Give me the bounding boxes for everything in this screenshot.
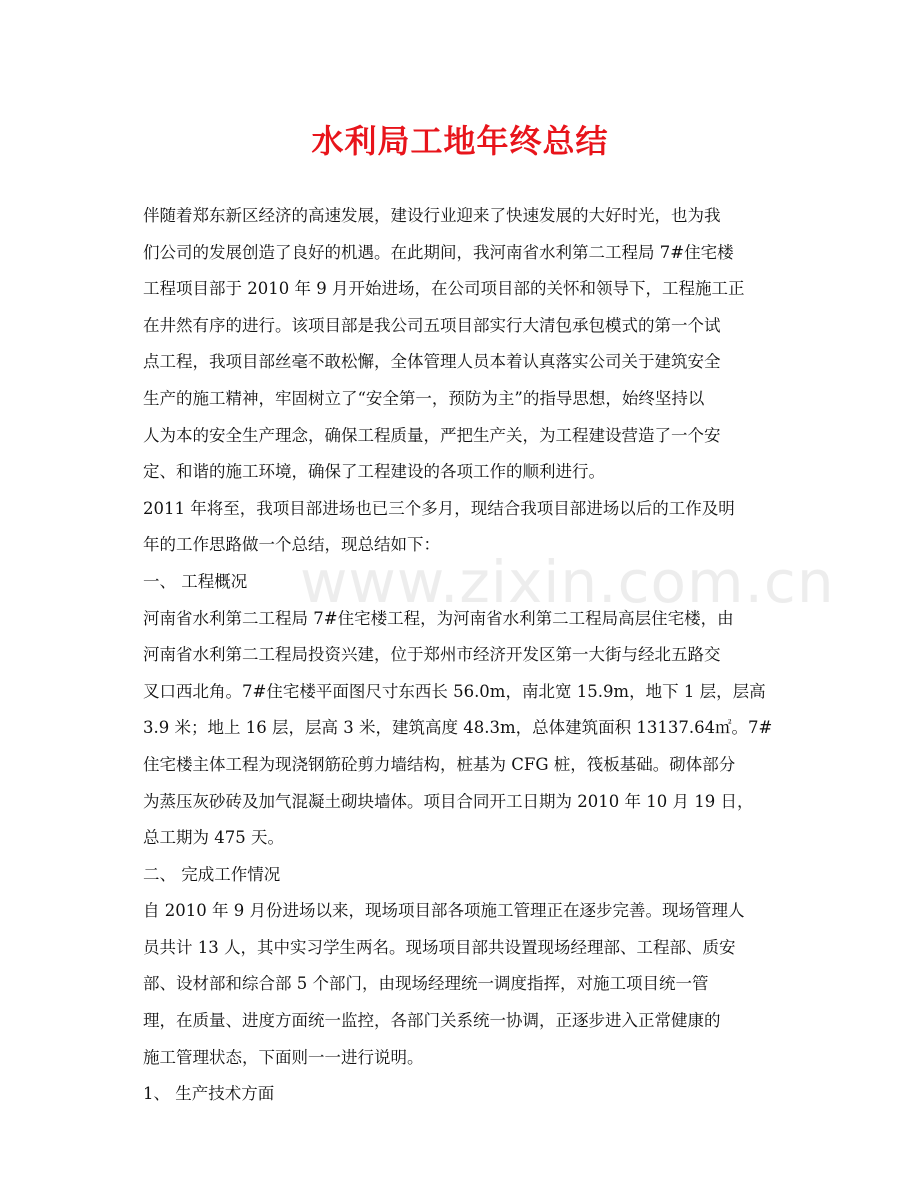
section-heading: 一、 工程概况 (143, 571, 248, 591)
text-line: 伴随着郑东新区经济的高速发展，建设行业迎来了快速发展的大好时光，也为我 (143, 206, 721, 225)
text-line: 叉口西北角。7#住宅楼平面图尺寸东西长 56.0m，南北宽 15.9m，地下 1 层，层高 (143, 681, 766, 701)
document-body (143, 198, 779, 1113)
text-line: 自 2010 年 9 月份进场以来，现场项目部各项施工管理正在逐步完善。现场管理人 (143, 901, 745, 921)
text-line: 理，在质量、进度方面统一监控，各部门关系统一协调，正逐步进入正常健康的 (143, 1011, 721, 1031)
text-line: 为蒸压灰砂砖及加气混凝土砌块墙体。项目合同开工日期为 2010 年 10 月 19 日， (143, 791, 754, 811)
text-line: 河南省水利第二工程局 7#住宅楼工程，为河南省水利第二工程局高层住宅楼，由 (143, 608, 734, 628)
document-title: 水利局工地年终总结 (311, 122, 609, 160)
text-line: 在井然有序的进行。该项目部是我公司五项目部实行大清包承包模式的第一个试 (143, 315, 721, 335)
subsection-heading: 1、 生产技术方面 (143, 1084, 275, 1104)
text-line: 们公司的发展创造了良好的机遇。在此期间，我河南省水利第二工程局 7#住宅楼 (143, 242, 734, 262)
text-line: 年的工作思路做一个总结，现总结如下： (143, 535, 440, 555)
text-line: 2011 年将至，我项目部进场也已三个多月，现结合我项目部进场以后的工作及明 (143, 498, 735, 518)
section-heading: 二、 完成工作情况 (143, 864, 281, 884)
text-line: 生产的施工精神，牢固树立了“安全第一，预防为主”的指导思想，始终坚持以 (143, 388, 705, 408)
text-line: 人为本的安全生产理念，确保工程质量，严把生产关，为工程建设营造了一个安 (143, 425, 721, 445)
text-line: 3.9 米；地上 16 层，层高 3 米，建筑高度 48.3m，总体建筑面积 13137.64㎡。7# (143, 718, 773, 738)
text-line: 河南省水利第二工程局投资兴建，位于郑州市经济开发区第一大街与经北五路交 (143, 645, 721, 665)
text-line: 员共计 13 人，其中实习学生两名。现场项目部共设置现场经理部、工程部、质安 (143, 937, 736, 957)
watermark: www.zixin.com.cn (300, 548, 835, 616)
text-line: 工程项目部于 2010 年 9 月开始进场，在公司项目部的关怀和领导下，工程施工正 (143, 279, 745, 299)
text-line: 点工程，我项目部丝毫不敢松懈，全体管理人员本着认真落实公司关于建筑安全 (143, 352, 721, 372)
text-line: 部、设材部和综合部 5 个部门，由现场经理统一调度指挥，对施工项目统一管 (143, 974, 709, 994)
text-line: 施工管理状态，下面则一一进行说明。 (143, 1047, 424, 1067)
text-line: 定、和谐的施工环境，确保了工程建设的各项工作的顺利进行。 (143, 462, 605, 482)
text-line: 总工期为 475 天。 (143, 828, 284, 848)
text-line: 住宅楼主体工程为现浇钢筋砼剪力墙结构，桩基为 CFG 桩，筏板基础。砌体部分 (143, 754, 736, 774)
